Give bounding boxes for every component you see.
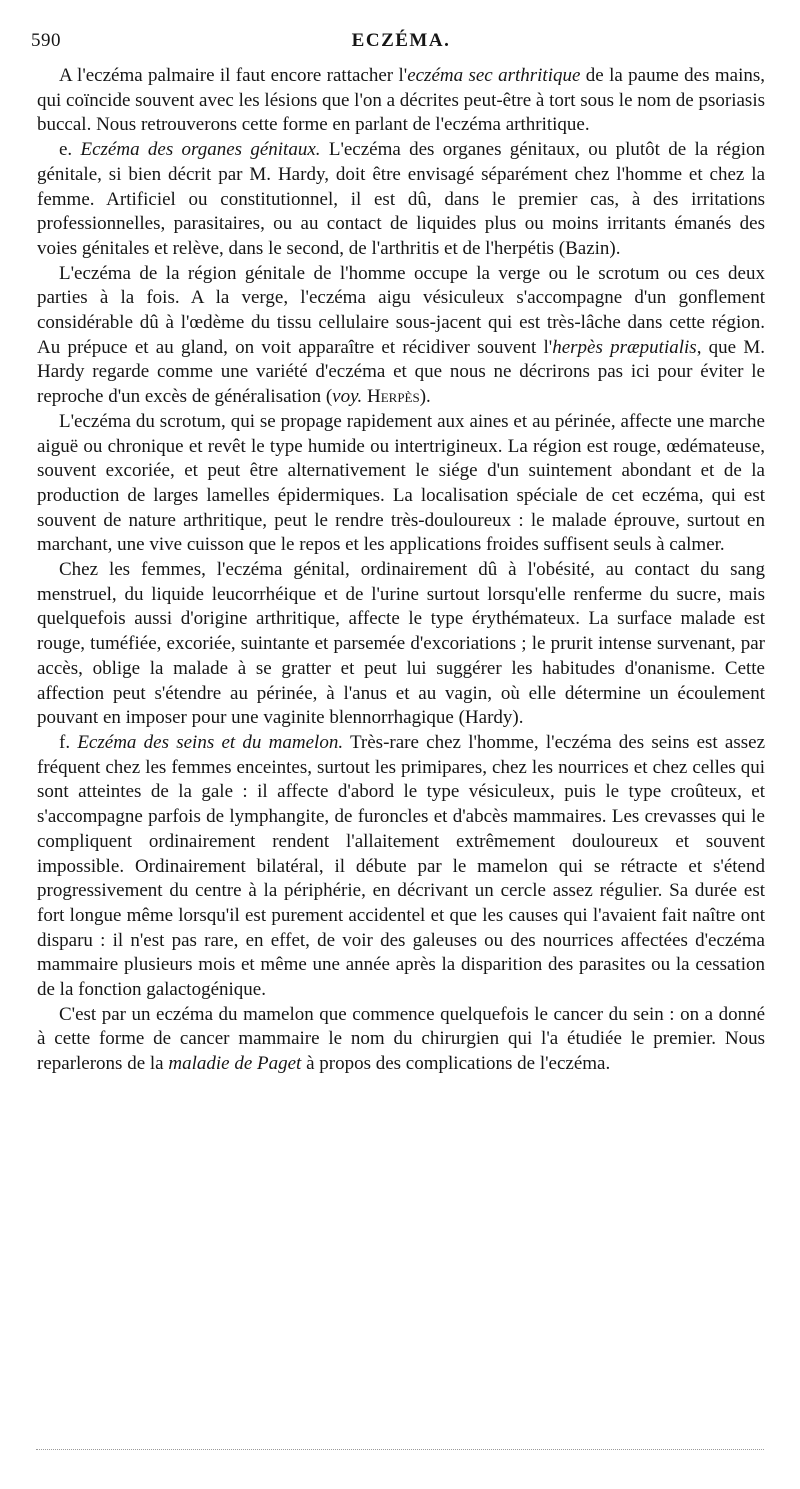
running-title: ECZÉMA. — [351, 30, 451, 51]
paragraph-femmes: Chez les femmes, l'eczéma génital, ordinairement dû à l'obésité, au contact du sang menstruel, du liquide leucorrhéique et de l'urine surtout lorsqu'elle renferme du sucre, mais quelquefois aussi d'origine arthritique, affecte le type érythémateux. La surface malade est rouge, tuméfiée, excoriée, suintante et parsemée d'excoriations ; le prurit intense survenant, par accès, oblige la malade à se gratter et peut lui suggérer les habitudes d'onanisme. Cette affection peut s'étendre au périnée, à l'anus et au vagin, où elle détermine un écoulement pouvant en imposer pour une vaginite blennorrhagique (Hardy). — [37, 559, 765, 729]
paragraph-seins: f. Eczéma des seins et du mamelon. Très-rare chez l'homme, l'eczéma des seins est assez fréquent chez les femmes enceintes, surtout les primipares, chez les nourrices et chez celles qui sont atteintes de la gale : il affecte d'abord le type vésiculeux, puis le type croûteux, et s'accompagne parfois de lymphangite, de furoncles et d'abcès mammaires. Les crevasses qui le compliquent ordinairement rendent l'allaitement extrêmement douloureux et souvent impossible. Ordinairement bilatéral, il débute par le mamelon qui se rétracte et s'étend progressivement du centre à la périphérie, en décrivant un cercle assez régulier. Sa durée est fort longue même lorsqu'il est purement accidentel et que les causes qui l'avaient fait naître ont disparu : il n'est pas rare, en effet, de voir des galeuses ou des nourrices affectées d'eczéma mammaire plusieurs mois et même une année après la disparition des parasites ou la cessation de la fonction galactogénique. — [37, 731, 766, 1001]
cross-reference: Herpès — [366, 386, 420, 408]
emphasis: eczéma sec arthritique — [407, 65, 581, 86]
paragraph-scrotum: L'eczéma du scrotum, qui se propage rapidement aux aines et au périnée, affecte une marche aiguë ou chronique et revêt le type humide ou intertrigineux. La région est rouge, œdémateuse, souvent excoriée, et peut être alternativement le siége d'un suintement abondant et de la production de larges lamelles épidermiques. La localisation spéciale de cet eczéma, qui est souvent de nature arthritique, peut le rendre très-douloureux : le malade éprouve, surtout en marchant, une vive cuisson que le repos et les applications froides suffisent seuls à calmer. — [37, 410, 765, 556]
bleed-through-rule — [36, 1449, 764, 1450]
paragraph-arthritique: A l'eczéma palmaire il faut encore rattacher l'eczéma sec arthritique de la paume des mains, qui coïncide souvent avec les lésions que l'on a décrites peut-être à tort sous le nom de psoriasis buccal. Nous retrouverons cette forme en parlant de l'eczéma arthritique. — [37, 65, 765, 136]
page-header — [31, 30, 765, 64]
paragraph-homme: L'eczéma de la région génitale de l'homme occupe la verge ou le scrotum ou ces deux parties à la fois. A la verge, l'eczéma aigu vésiculeux s'accompagne d'un gonflement considérable dû à l'œdème du tissu cellulaire sous-jacent qui est très-lâche dans cette région. Au prépuce et au gland, on voit apparaître et récidiver souvent l'herpès præputialis, que M. Hardy regarde comme une variété d'eczéma et que nous ne décrirons pas ici pour éviter le reproche d'un excès de généralisation (voy. Herpès). — [37, 262, 766, 408]
page-number: 590 — [31, 30, 61, 51]
emphasis: herpès præputialis — [552, 336, 697, 358]
paragraph-paget: C'est par un eczéma du mamelon que commence quelquefois le cancer du sein : on a donné à cette forme de cancer mammaire le nom du chirurgien qui l'a étudiée le premier. Nous reparlerons de la maladie de Paget à propos des complications de l'eczéma. — [37, 1003, 765, 1075]
document-page — [31, 30, 766, 1077]
emphasis: maladie de Paget — [168, 1053, 302, 1075]
section-heading: Eczéma des seins et du mamelon. — [77, 731, 344, 753]
body-text — [37, 64, 765, 1077]
section-heading: Eczéma des organes génitaux. — [80, 139, 321, 161]
paragraph-organes-genitaux: e. Eczéma des organes génitaux. L'eczéma des organes génitaux, ou plutôt de la région génitale, si bien décrit par M. Hardy, doit être envisagé séparément chez l'homme et chez la femme. Artificiel ou constitutionnel, il est dû, dans le premier cas, à des irritations professionnelles, parasitaires, ou au contact de liquides plus ou moins irritants émanés des voies génitales et relève, dans le second, de l'arthritis et de l'herpétis (Bazin). — [37, 139, 766, 259]
emphasis: voy. — [332, 386, 363, 408]
